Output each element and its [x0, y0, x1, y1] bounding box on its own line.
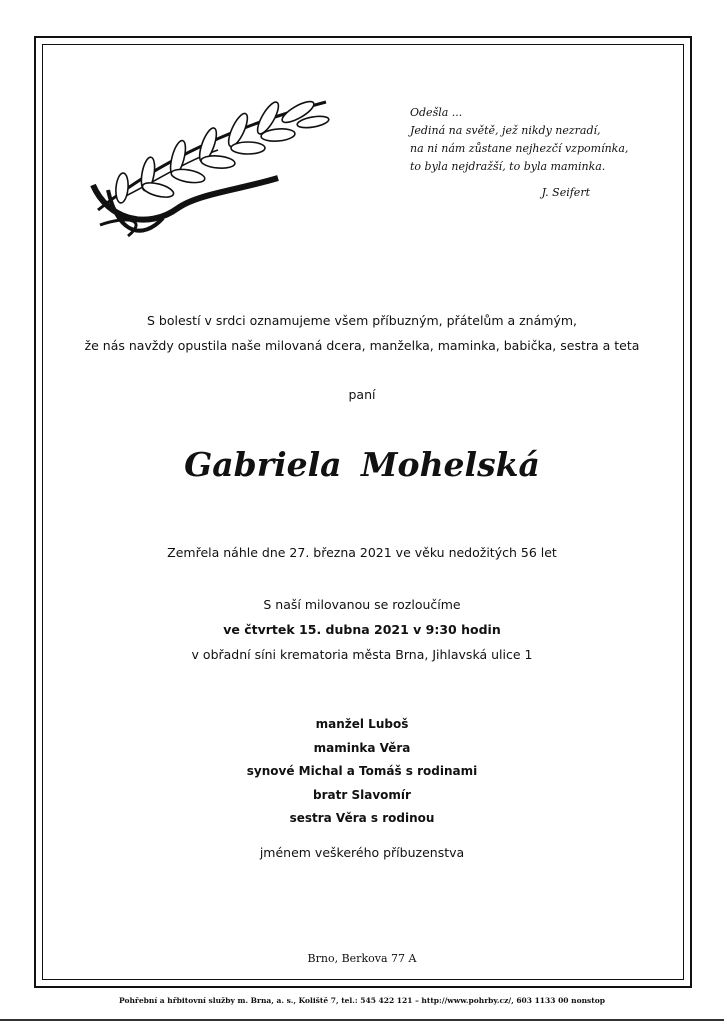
- announcement-line-2: že nás navždy opustila naše milovaná dcera, manželka, maminka, babička, sestra a teta: [84, 338, 640, 353]
- quote-line: to byla nejdražší, to byla maminka.: [410, 160, 606, 173]
- mourner-item: synové Michal a Tomáš s rodinami: [246, 764, 478, 778]
- title-pani: paní: [348, 387, 376, 402]
- quote-line: Odešla ...: [410, 106, 463, 119]
- on-behalf-text: jménem veškerého příbuzenstva: [259, 845, 465, 860]
- footer-text: Pohřební a hřbitovní služby m. Brna, a. s., Koliště 7, tel.: 545 422 121 – http://www.pohrby.cz/, 603 1133 00 nonstop: [119, 996, 605, 1005]
- farewell-intro: S naší milovanou se rozloučíme: [263, 597, 461, 612]
- bottom-divider: [0, 1019, 724, 1021]
- death-info: Zemřela náhle dne 27. března 2021 ve věku nedožitých 56 let: [167, 545, 557, 560]
- mourner-item: maminka Věra: [313, 740, 411, 755]
- quote-line: Jediná na světě, jež nikdy nezradí,: [410, 124, 601, 137]
- quote-line: na ni nám zůstane nejhezčí vzpomínka,: [410, 142, 629, 155]
- mourner-item: manžel Luboš: [315, 717, 409, 731]
- mourner-item: bratr Slavomír: [313, 787, 411, 802]
- deceased-name: Gabriela Mohelská: [184, 445, 540, 484]
- farewell-place: v obřadní síni krematoria města Brna, Jihlavská ulice 1: [191, 647, 533, 662]
- mourner-item: sestra Věra s rodinou: [289, 811, 435, 825]
- quote-author: J. Seifert: [541, 186, 590, 199]
- quote-block: [410, 104, 650, 202]
- address: Brno, Berkova 77 A: [307, 952, 417, 965]
- laurel-branch-icon: [88, 90, 336, 240]
- mourners-list: [0, 713, 724, 831]
- farewell-datetime: ve čtvrtek 15. dubna 2021 v 9:30 hodin: [223, 622, 501, 637]
- announcement-line-1: S bolestí v srdci oznamujeme všem příbuzným, přátelům a známým,: [147, 313, 577, 328]
